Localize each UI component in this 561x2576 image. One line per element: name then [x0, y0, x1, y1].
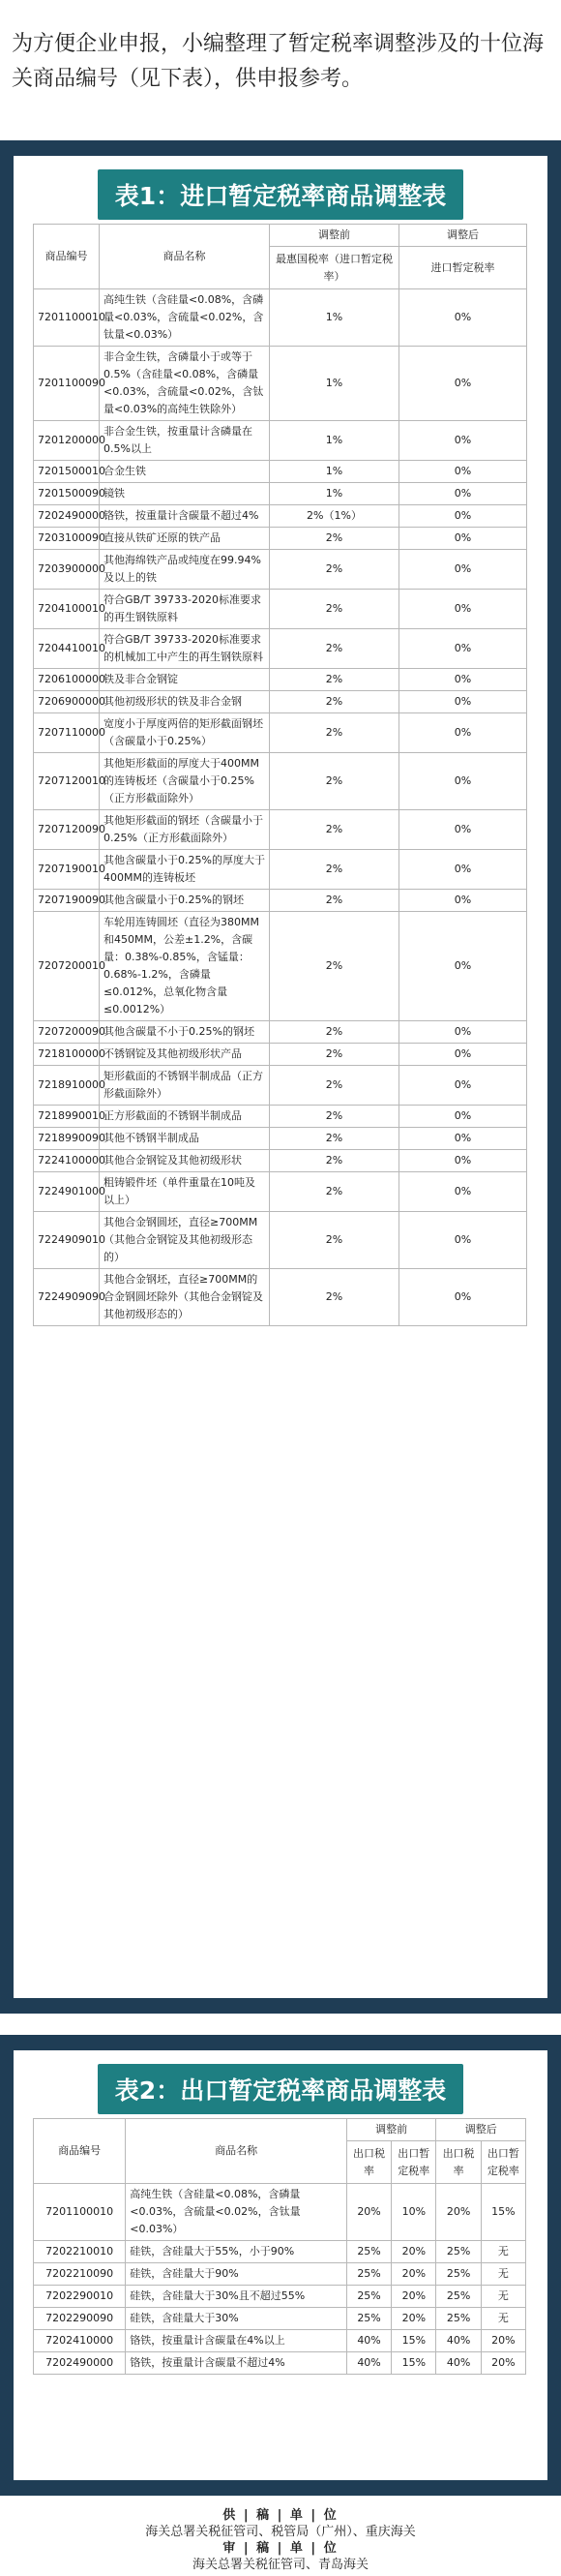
row-code: 7202410000 [34, 2330, 126, 2352]
row-code: 7207190010 [34, 850, 100, 890]
header-name: 商品名称 [126, 2119, 347, 2184]
row-name: 铁及非合金钢锭 [100, 669, 270, 691]
row-after-rate: 0% [399, 505, 527, 528]
table-row [34, 1150, 527, 1172]
row-code: 7218990010 [34, 1106, 100, 1128]
row-code: 7203900000 [34, 550, 100, 590]
table-row [34, 2184, 526, 2241]
table-row [34, 850, 527, 890]
row-rate: 20% [436, 2184, 481, 2241]
row-rate: 25% [436, 2263, 481, 2286]
row-code: 7224909010 [34, 1212, 100, 1269]
row-name: 其他含碳量小于0.25%的钢坯 [100, 890, 270, 912]
row-before-rate: 2% [270, 912, 399, 1021]
intro-paragraph: 为方便企业申报，小编整理了暂定税率调整涉及的十位海关商品编号（见下表），供申报参考。 [12, 32, 545, 91]
row-after-rate: 0% [399, 753, 527, 810]
row-rate: 20% [392, 2241, 436, 2263]
row-after-rate: 0% [399, 629, 527, 669]
row-before-rate: 2% [270, 629, 399, 669]
row-name: 不锈钢锭及其他初级形状产品 [100, 1044, 270, 1066]
row-code: 7218910000 [34, 1066, 100, 1106]
import-tariff-table [33, 224, 527, 1326]
row-before-rate: 2%（1%） [270, 505, 399, 528]
row-code: 7202490000 [34, 505, 100, 528]
row-rate: 15% [481, 2184, 525, 2241]
row-code: 7207120090 [34, 810, 100, 850]
row-name: 宽度小于厚度两倍的矩形截面钢坯（含碳量小于0.25%） [100, 713, 270, 753]
row-rate: 40% [346, 2330, 391, 2352]
row-name: 正方形截面的不锈钢半制成品 [100, 1106, 270, 1128]
row-code: 7202290090 [34, 2308, 126, 2330]
row-name: 合金生铁 [100, 461, 270, 483]
table-row [34, 1044, 527, 1066]
row-after-rate: 0% [399, 483, 527, 505]
header-before-rate: 最惠国税率（进口暂定税率） [270, 247, 399, 289]
header-before: 调整前 [270, 225, 399, 247]
row-name: 硅铁，含硅量大于30%且不超过55% [126, 2286, 347, 2308]
row-after-rate: 0% [399, 713, 527, 753]
table-row [34, 629, 527, 669]
row-after-rate: 0% [399, 691, 527, 713]
supplier-list: 海关总署关税征管司、税管局（广州）、重庆海关 [145, 2525, 416, 2539]
row-name: 符合GB/T 39733-2020标准要求的再生钢铁原料 [100, 590, 270, 629]
row-rate: 20% [392, 2263, 436, 2286]
header-sub-1: 出口税率 [346, 2141, 391, 2184]
row-code: 7206100000 [34, 669, 100, 691]
table1-panel [14, 156, 547, 1998]
header-before: 调整前 [346, 2119, 436, 2141]
row-name: 高纯生铁（含硅量<0.08%，含磷量<0.03%，含硫量<0.02%，含钛量<0.03%） [126, 2184, 347, 2241]
row-rate: 25% [346, 2286, 391, 2308]
table-row [34, 1021, 527, 1044]
row-code: 7201500010 [34, 461, 100, 483]
table-row [34, 713, 527, 753]
table-row [34, 2263, 526, 2286]
row-before-rate: 2% [270, 713, 399, 753]
row-before-rate: 1% [270, 289, 399, 347]
row-rate: 20% [392, 2308, 436, 2330]
row-code: 7207200090 [34, 1021, 100, 1044]
table-row [34, 1106, 527, 1128]
reviewer-heading: 审 | 稿 | 单 | 位 [222, 2541, 339, 2556]
row-before-rate: 2% [270, 1044, 399, 1066]
row-name: 硅铁，含硅量大于90% [126, 2263, 347, 2286]
row-before-rate: 2% [270, 850, 399, 890]
row-before-rate: 2% [270, 1021, 399, 1044]
row-rate: 40% [346, 2352, 391, 2375]
row-before-rate: 1% [270, 347, 399, 421]
row-code: 7207200010 [34, 912, 100, 1021]
row-code: 7207120010 [34, 753, 100, 810]
table1-frame [0, 140, 561, 2014]
row-name: 其他初级形状的铁及非合金钢 [100, 691, 270, 713]
table-row [34, 890, 527, 912]
row-after-rate: 0% [399, 1066, 527, 1106]
table-row [34, 2352, 526, 2375]
row-before-rate: 2% [270, 1269, 399, 1326]
row-after-rate: 0% [399, 1021, 527, 1044]
row-after-rate: 0% [399, 590, 527, 629]
row-code: 7203100090 [34, 528, 100, 550]
row-before-rate: 2% [270, 669, 399, 691]
table2-title: 表2：出口暂定税率商品调整表 [98, 2064, 463, 2114]
table-row [34, 912, 527, 1021]
row-after-rate: 0% [399, 421, 527, 461]
row-name: 非合金生铁，含磷量小于或等于0.5%（含硅量<0.08%，含磷量<0.03%，含硫量<0.02%，含钛量<0.03%的高纯生铁除外） [100, 347, 270, 421]
table-row [34, 550, 527, 590]
row-before-rate: 2% [270, 1212, 399, 1269]
row-name: 硅铁，含硅量大于30% [126, 2308, 347, 2330]
row-after-rate: 0% [399, 461, 527, 483]
row-name: 其他合金钢圆坯，直径≥700MM（其他合金钢锭及其他初级形态的） [100, 1212, 270, 1269]
row-code: 7202210010 [34, 2241, 126, 2263]
row-after-rate: 0% [399, 850, 527, 890]
row-after-rate: 0% [399, 528, 527, 550]
row-code: 7201100090 [34, 347, 100, 421]
table-row [34, 1172, 527, 1212]
table-row [34, 505, 527, 528]
table2-panel [14, 2050, 547, 2480]
row-after-rate: 0% [399, 1172, 527, 1212]
row-rate: 20% [481, 2352, 525, 2375]
row-code: 7224100000 [34, 1150, 100, 1172]
row-after-rate: 0% [399, 810, 527, 850]
table1-title: 表1：进口暂定税率商品调整表 [98, 169, 463, 220]
row-rate: 20% [392, 2286, 436, 2308]
row-name: 直接从铁矿还原的铁产品 [100, 528, 270, 550]
row-rate: 25% [346, 2308, 391, 2330]
row-rate: 无 [481, 2286, 525, 2308]
row-before-rate: 2% [270, 590, 399, 629]
row-code: 7202210090 [34, 2263, 126, 2286]
table-row [34, 461, 527, 483]
row-name: 硅铁，含硅量大于55%，小于90% [126, 2241, 347, 2263]
row-before-rate: 1% [270, 483, 399, 505]
row-name: 非合金生铁，按重量计含磷量在0.5%以上 [100, 421, 270, 461]
table-row [34, 483, 527, 505]
row-name: 铬铁，按重量计含碳量不超过4% [100, 505, 270, 528]
header-sub-2: 出口暂定税率 [392, 2141, 436, 2184]
row-rate: 25% [436, 2241, 481, 2263]
row-code: 7204410010 [34, 629, 100, 669]
row-before-rate: 2% [270, 890, 399, 912]
row-after-rate: 0% [399, 1106, 527, 1128]
table-row [34, 2241, 526, 2263]
row-name: 其他合金钢坯，直径≥700MM的合金钢圆坯除外（其他合金钢锭及其他初级形态的） [100, 1269, 270, 1326]
row-code: 7204100010 [34, 590, 100, 629]
row-rate: 15% [392, 2352, 436, 2375]
row-code: 7201500090 [34, 483, 100, 505]
row-after-rate: 0% [399, 550, 527, 590]
row-rate: 40% [436, 2352, 481, 2375]
row-before-rate: 2% [270, 1150, 399, 1172]
row-after-rate: 0% [399, 1212, 527, 1269]
row-rate: 25% [436, 2286, 481, 2308]
row-rate: 无 [481, 2308, 525, 2330]
row-name: 镜铁 [100, 483, 270, 505]
header-code: 商品编号 [34, 2119, 126, 2184]
row-code: 7202290010 [34, 2286, 126, 2308]
row-after-rate: 0% [399, 669, 527, 691]
header-sub-3: 出口税率 [436, 2141, 481, 2184]
row-code: 7218100000 [34, 1044, 100, 1066]
row-after-rate: 0% [399, 1128, 527, 1150]
row-rate: 40% [436, 2330, 481, 2352]
row-before-rate: 2% [270, 1128, 399, 1150]
table-row [34, 669, 527, 691]
row-name: 其他合金钢锭及其他初级形状 [100, 1150, 270, 1172]
row-name: 其他含碳量小于0.25%的厚度大于400MM的连铸板坯 [100, 850, 270, 890]
header-after: 调整后 [436, 2119, 526, 2141]
row-name: 其他不锈钢半制成品 [100, 1128, 270, 1150]
row-rate: 无 [481, 2241, 525, 2263]
row-code: 7201100010 [34, 289, 100, 347]
table-row [34, 753, 527, 810]
table-row [34, 289, 527, 347]
row-name: 矩形截面的不锈钢半制成品（正方形截面除外） [100, 1066, 270, 1106]
table-row [34, 528, 527, 550]
row-after-rate: 0% [399, 289, 527, 347]
export-tariff-table [33, 2118, 526, 2375]
row-name: 铬铁，按重量计含碳量不超过4% [126, 2352, 347, 2375]
table-row [34, 2308, 526, 2330]
row-rate: 20% [481, 2330, 525, 2352]
row-after-rate: 0% [399, 1150, 527, 1172]
row-before-rate: 1% [270, 421, 399, 461]
row-before-rate: 2% [270, 528, 399, 550]
row-before-rate: 2% [270, 753, 399, 810]
row-rate: 25% [346, 2263, 391, 2286]
row-code: 7202490000 [34, 2352, 126, 2375]
row-name: 符合GB/T 39733-2020标准要求的机械加工中产生的再生钢铁原料 [100, 629, 270, 669]
table-row [34, 810, 527, 850]
supply-section [0, 2507, 561, 2573]
row-code: 7218990090 [34, 1128, 100, 1150]
table-row [34, 421, 527, 461]
row-before-rate: 2% [270, 1172, 399, 1212]
table-row [34, 691, 527, 713]
header-after: 调整后 [399, 225, 527, 247]
header-sub-4: 出口暂定税率 [481, 2141, 525, 2184]
table-row [34, 347, 527, 421]
table-row [34, 1128, 527, 1150]
row-after-rate: 0% [399, 890, 527, 912]
supplier-heading: 供 | 稿 | 单 | 位 [222, 2508, 339, 2523]
row-name: 其他海绵铁产品或纯度在99.94%及以上的铁 [100, 550, 270, 590]
header-code: 商品编号 [34, 225, 100, 289]
table-row [34, 2286, 526, 2308]
row-name: 其他矩形截面的钢坯（含碳量小于0.25%（正方形截面除外） [100, 810, 270, 850]
row-before-rate: 2% [270, 810, 399, 850]
row-rate: 20% [346, 2184, 391, 2241]
table2-frame [0, 2035, 561, 2496]
row-code: 7207110000 [34, 713, 100, 753]
table-row [34, 590, 527, 629]
row-after-rate: 0% [399, 347, 527, 421]
row-rate: 25% [346, 2241, 391, 2263]
row-before-rate: 2% [270, 550, 399, 590]
row-rate: 无 [481, 2263, 525, 2286]
row-name: 其他矩形截面的厚度大于400MM的连铸板坯（含碳量小于0.25%（正方形截面除外） [100, 753, 270, 810]
row-rate: 25% [436, 2308, 481, 2330]
row-code: 7201100010 [34, 2184, 126, 2241]
row-name: 粗铸锻件坯（单件重量在10吨及以上） [100, 1172, 270, 1212]
row-name: 铬铁，按重量计含碳量在4%以上 [126, 2330, 347, 2352]
row-code: 7224909090 [34, 1269, 100, 1326]
row-name: 其他含碳量不小于0.25%的钢坯 [100, 1021, 270, 1044]
row-rate: 10% [392, 2184, 436, 2241]
row-before-rate: 2% [270, 1066, 399, 1106]
row-rate: 15% [392, 2330, 436, 2352]
row-code: 7207190090 [34, 890, 100, 912]
table-row [34, 1212, 527, 1269]
table-row [34, 1066, 527, 1106]
row-before-rate: 2% [270, 691, 399, 713]
row-before-rate: 1% [270, 461, 399, 483]
table-row [34, 2330, 526, 2352]
row-before-rate: 2% [270, 1106, 399, 1128]
row-name: 车轮用连铸圆坯（直径为380MM和450MM，公差±1.2%，含碳量：0.38%-0.85%，含锰量：0.68%-1.2%，含磷量≤0.012%，总氧化物含量≤0.0012%） [100, 912, 270, 1021]
header-after-rate: 进口暂定税率 [399, 247, 527, 289]
row-code: 7206900000 [34, 691, 100, 713]
table-row [34, 1269, 527, 1326]
row-after-rate: 0% [399, 1269, 527, 1326]
row-name: 高纯生铁（含硅量<0.08%，含磷量<0.03%，含硫量<0.02%，含钛量<0.03%） [100, 289, 270, 347]
row-after-rate: 0% [399, 1044, 527, 1066]
row-code: 7224901000 [34, 1172, 100, 1212]
reviewer-list: 海关总署关税征管司、青岛海关 [192, 2558, 369, 2572]
header-name: 商品名称 [100, 225, 270, 289]
row-after-rate: 0% [399, 912, 527, 1021]
row-code: 7201200000 [34, 421, 100, 461]
